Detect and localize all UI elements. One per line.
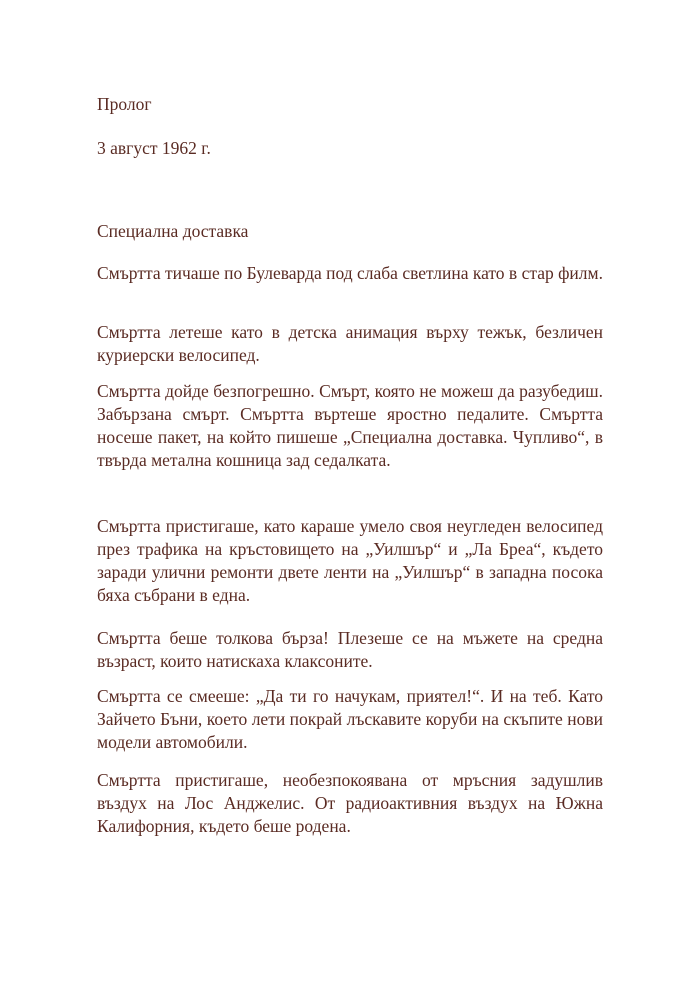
paragraph-2 [97,321,603,367]
paragraph-2-text: Смъртта летеше като в детска анимация върху тежък, безличен куриерски велосипед. [97,322,603,365]
paragraph-6 [97,685,603,754]
prologue-title: Пролог [97,94,152,114]
date-line: 3 август 1962 г. [97,138,211,158]
paragraph-5 [97,627,603,673]
paragraph-1 [97,262,603,285]
paragraph-1-text: Смъртта тичаше по Булеварда под слаба светлина като в стар филм. [97,263,603,283]
paragraph-7-text: Смъртта пристигаше, необезпокоявана от мръсния задушлив въздух на Лос Анджелис. От радиоактивния въздух на Южна Калифорния, където беше родена. [97,770,603,836]
paragraph-4-text: Смъртта пристигаше, като караше умело своя неугледен велосипед през трафика на кръстовището на „Уилшър“ и „Ла Бреа“, където заради улични ремонти двете ленти на „Уилшър“ в западна посока бяха събрани в една. [97,516,603,605]
paragraph-5-text: Смъртта беше толкова бърза! Плезеше се на мъжете на средна възраст, които натискаха клаксоните. [97,628,603,671]
paragraph-6-text: Смъртта се смееше: „Да ти го начукам, приятел!“. И на теб. Като Зайчето Бъни, което лети покрай лъскавите коруби на скъпите нови модели автомобили. [97,686,603,752]
section-title: Специална доставка [97,221,249,241]
paragraph-3 [97,380,603,472]
paragraph-3-text: Смъртта дойде безпогрешно. Смърт, която не можеш да разубедиш. Забързана смърт. Смъртта въртеше яростно педалите. Смъртта носеше пакет, на който пишеше „Специална доставка. Чупливо“, в твърда метална кошница зад седалката. [97,381,603,470]
paragraph-4 [97,515,603,607]
paragraph-7 [97,769,603,838]
